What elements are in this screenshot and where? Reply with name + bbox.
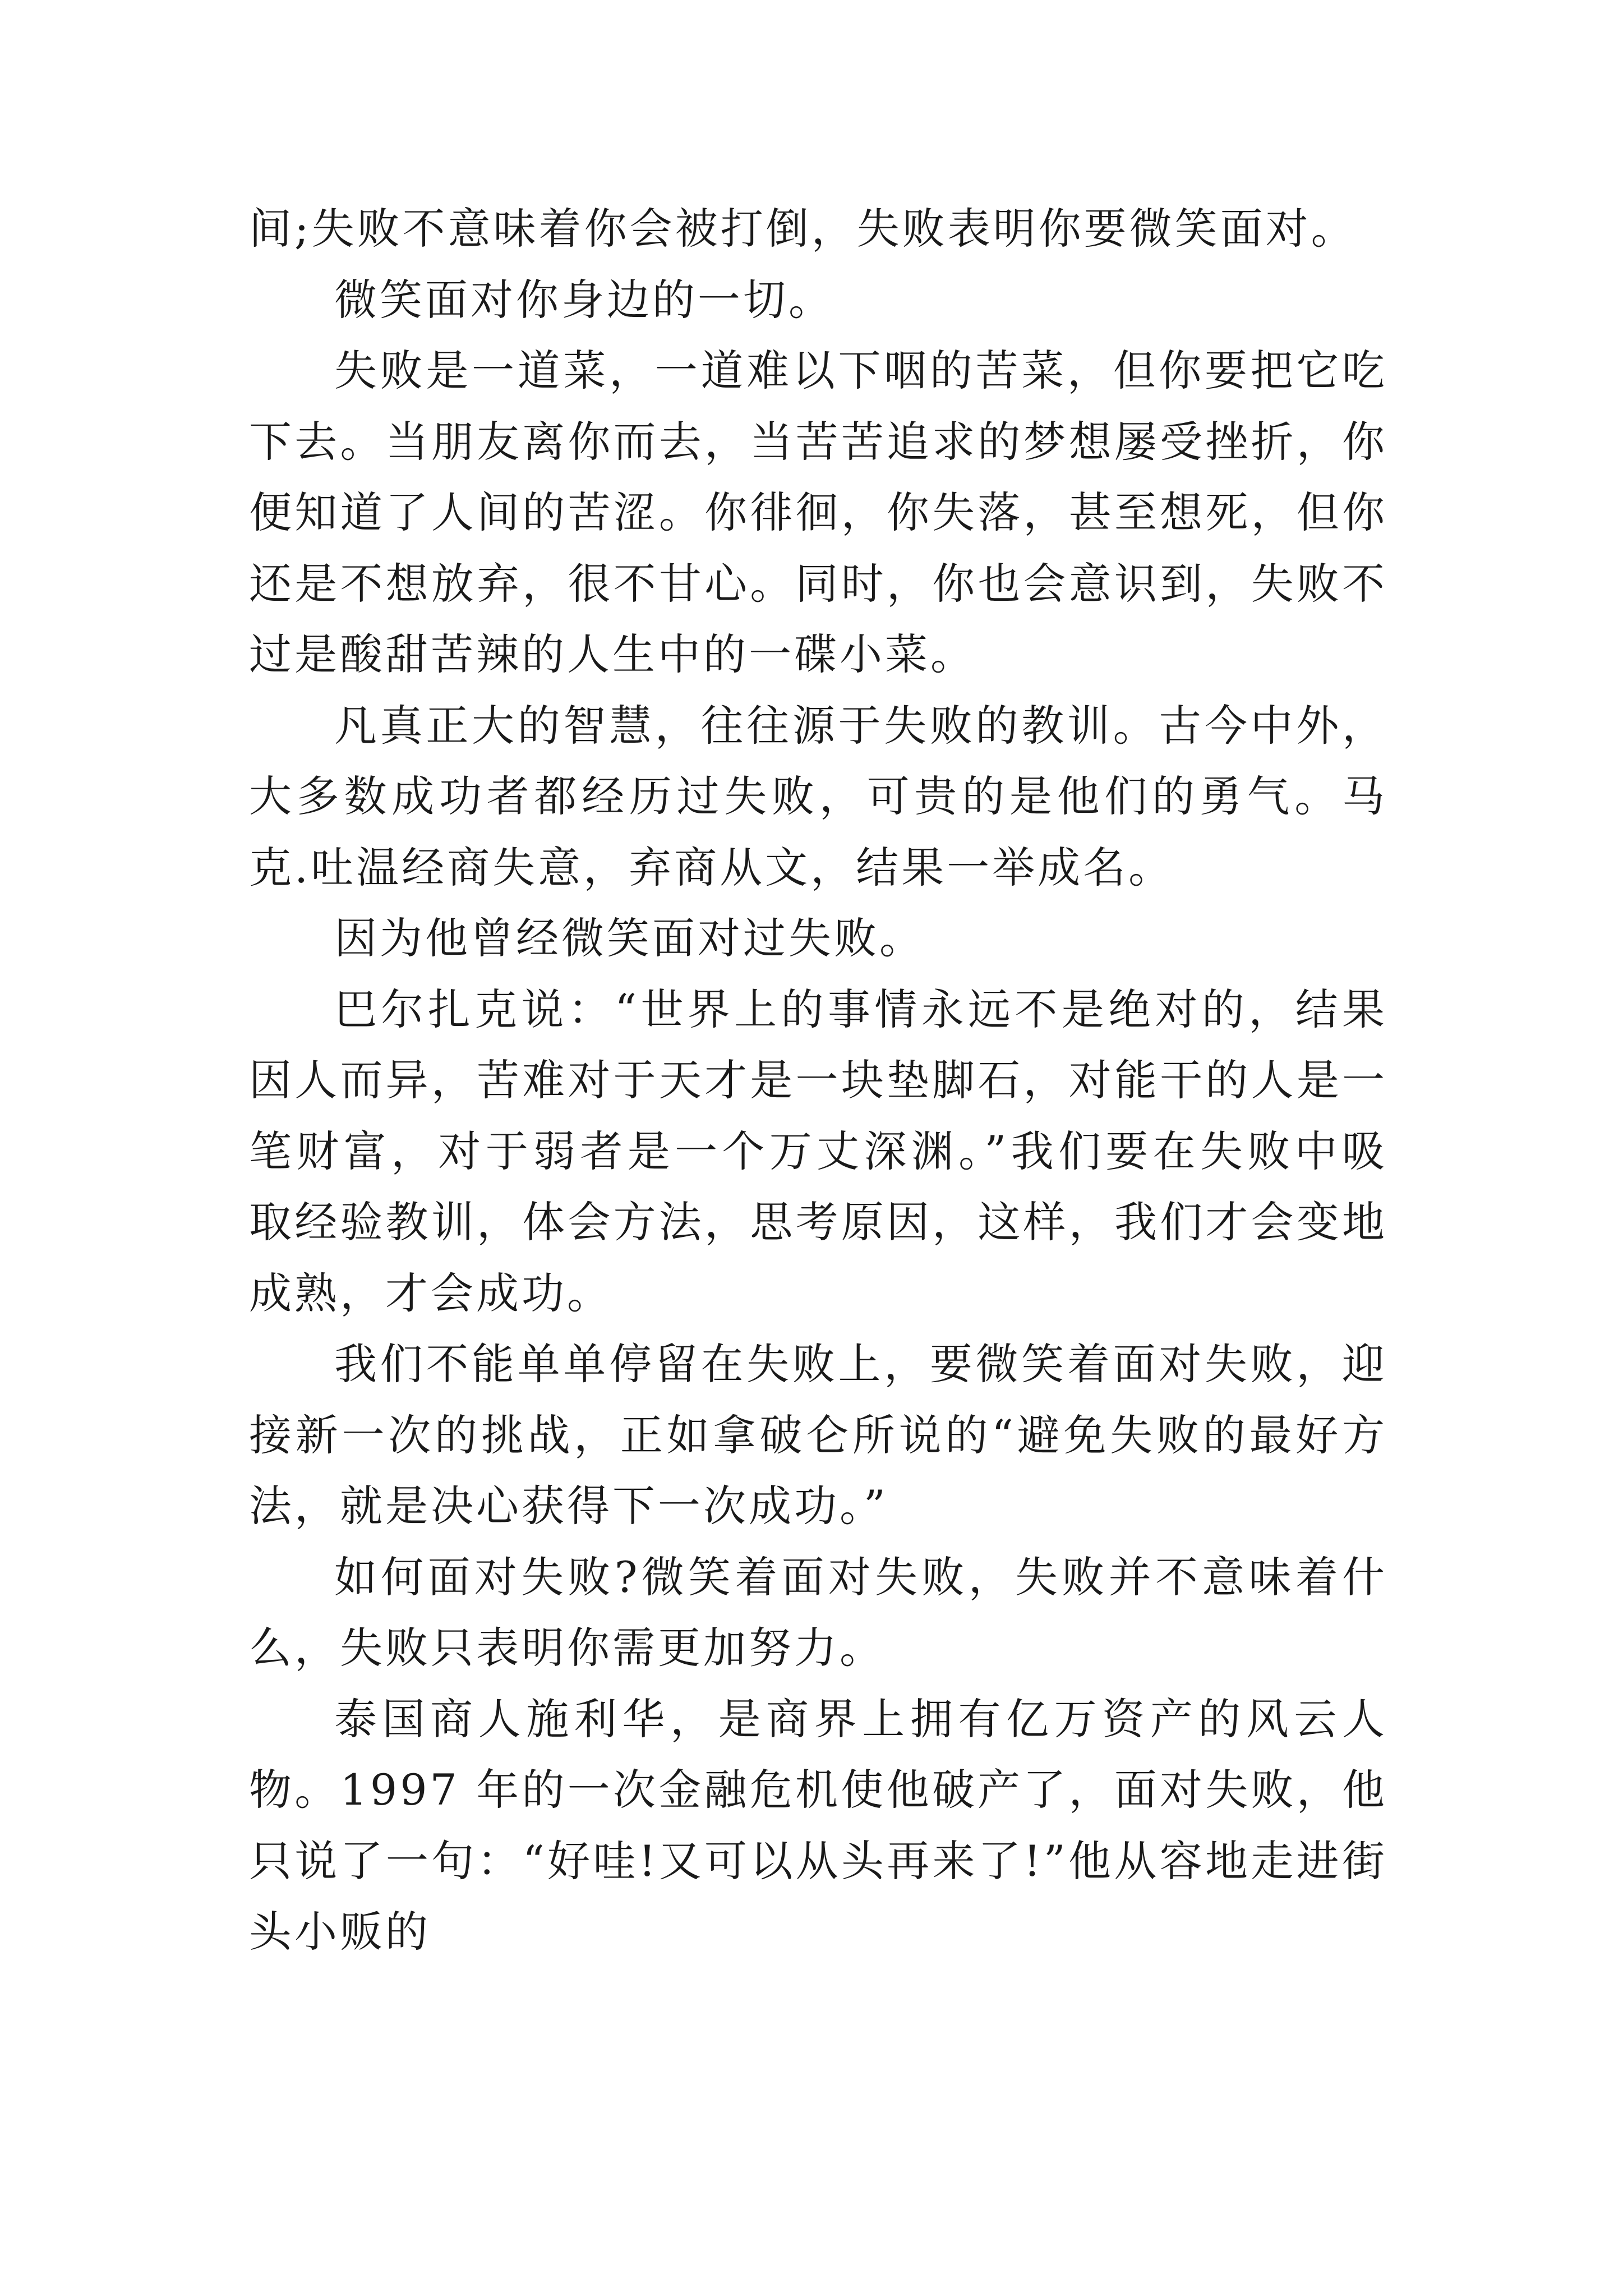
body-text [249,194,1387,1968]
paragraph-6: 巴尔扎克说：“世界上的事情永远不是绝对的，结果因人而异，苦难对于天才是一块垫脚石，对能干的人是一笔财富，对于弱者是一个万丈深渊。”我们要在失败中吸取经验教训，体会方法，思考原因，这样，我们才会变地成熟，才会成功。 [249,984,1387,1318]
paragraph-5: 因为他曾经微笑面对过失败。 [334,913,925,963]
paragraph-9: 泰国商人施利华，是商界上拥有亿万资产的风云人物。1997 年的一次金融危机使他破产了，面对失败，他只说了一句：“好哇!又可以从头再来了!”他从容地走进街头小贩的 [249,1694,1387,1957]
paragraph-7: 我们不能单单停留在失败上，要微笑着面对失败，迎接新一次的挑战，正如拿破仑所说的“避免失败的最好方法，就是决心获得下一次成功。” [249,1339,1387,1531]
paragraph-2: 微笑面对你身边的一切。 [334,274,834,325]
paragraph-4: 凡真正大的智慧，往往源于失败的教训。古今中外，大多数成功者都经历过失败，可贵的是他们的勇气。马克.吐温经商失意，弃商从文，结果一举成名。 [249,700,1387,892]
paragraph-3: 失败是一道菜，一道难以下咽的苦菜，但你要把它吃下去。当朋友离你而去，当苦苦追求的梦想屡受挫折，你便知道了人间的苦涩。你徘徊，你失落，甚至想死，但你还是不想放弃，很不甘心。同时，你也会意识到，失败不过是酸甜苦辣的人生中的一碟小菜。 [249,346,1387,679]
paragraph-1: 间;失败不意味着你会被打倒，失败表明你要微笑面对。 [249,204,1357,254]
paragraph-8: 如何面对失败?微笑着面对失败，失败并不意味着什么，失败只表明你需更加努力。 [249,1552,1387,1673]
